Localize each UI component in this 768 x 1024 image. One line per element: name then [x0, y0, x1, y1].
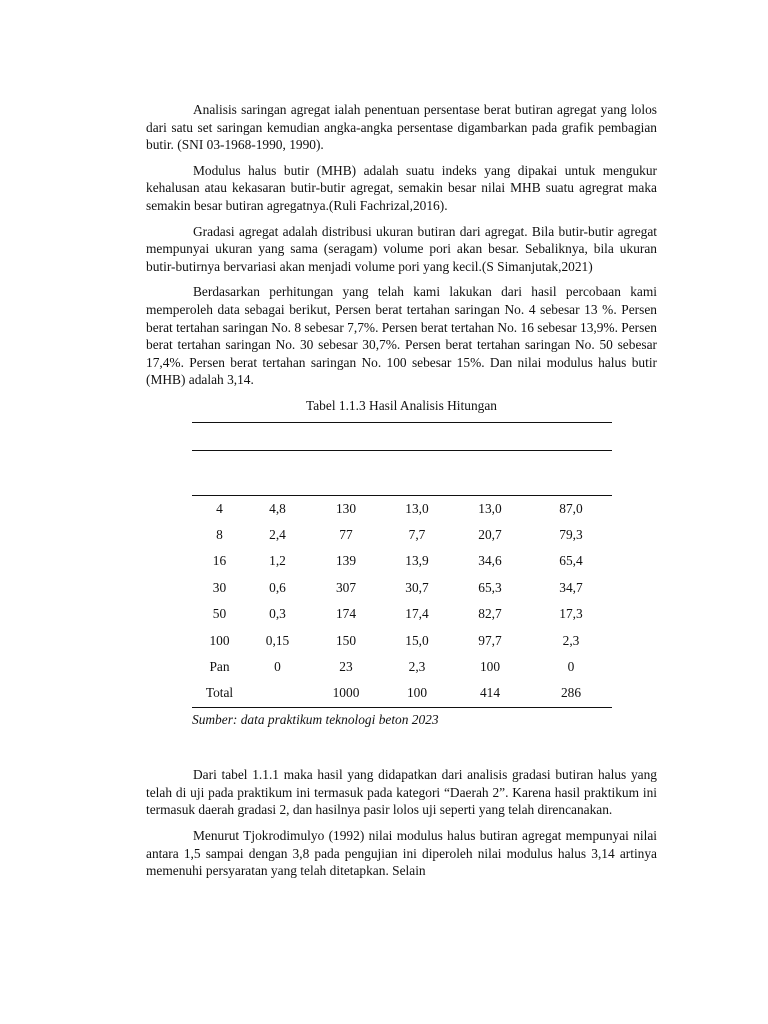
table-cell: 17,4	[405, 606, 429, 622]
table-cell: 414	[450, 680, 530, 707]
table-cell: 174	[335, 606, 357, 622]
paragraph-modulus-range: Menurut Tjokrodimulyo (1992) nilai modulus halus butiran agregat mempunyai nilai antara 1,5 sampai dengan 3,8 pada pengujian ini diperoleh nilai modulus halus 3,14 artinya memenuhi persyaratan yang telah ditetapkan. Selain	[146, 828, 657, 879]
table-cell: 30,7	[405, 579, 429, 595]
results-table	[192, 422, 612, 708]
table-cell: 307	[335, 579, 357, 595]
table-row	[192, 522, 612, 548]
table-cell: 0,3	[269, 606, 286, 622]
table-row-total	[192, 680, 612, 707]
paragraph-fineness-modulus: Modulus halus butir (MHB) adalah suatu indeks yang dipakai untuk mengukur kehalusan atau kekasaran butir-butir agregat, semakin besar nilai MHB suatu agregrat maka semakin besar butiran agregatnya.(Ruli Fachrizal,2016).	[146, 162, 657, 213]
table-source-note: Sumber: data praktikum teknologi beton 2023	[192, 711, 439, 727]
table-cell: 286	[530, 680, 612, 707]
paragraph-gradation-zone: Dari tabel 1.1.1 maka hasil yang didapatkan dari analisis gradasi butiran halus yang telah di uji pada praktikum ini termasuk pada kategori “Daerah 2”. Karena hasil praktikum ini termasuk daerah gradasi 2, dan hasilnya pasir lolos uji seperti yang telah direncanakan.	[146, 767, 657, 818]
table-cell: 0	[274, 659, 281, 675]
table-row	[192, 627, 612, 653]
table-cell: Total	[192, 680, 247, 707]
table-cell: 2,4	[269, 527, 286, 543]
results-table-wrapper	[192, 422, 612, 729]
table-cell: 65,4	[559, 553, 583, 569]
table-cell: 100	[384, 680, 450, 707]
table-cell: 150	[335, 632, 357, 648]
table-cell: 2,3	[562, 632, 580, 648]
table-cell: 82,7	[478, 606, 502, 622]
table-cell: 77	[339, 527, 353, 543]
table-row	[192, 654, 612, 680]
table-cell: 130	[335, 500, 357, 516]
table-cell: 34,7	[559, 579, 583, 595]
table-cell: 0	[567, 659, 575, 675]
table-cell: 16	[212, 553, 227, 569]
table-cell: 4	[216, 500, 223, 516]
table-cell: 0,6	[269, 579, 286, 595]
table-cell: 1000	[308, 680, 384, 707]
table-cell: 0,15	[265, 632, 290, 648]
table-cell: Pan	[209, 659, 230, 675]
paragraph-gradation: Gradasi agregat adalah distribusi ukuran butiran dari agregat. Bila butir-butir agregat mempunyai ukuran yang sama (seragam) volume pori akan besar. Sebaliknya, bila ukuran butir-butirnya bervariasi akan menjadi volume pori yang kecil.(S Simanjutak,2021)	[146, 223, 657, 274]
table-cell: 1,2	[269, 553, 286, 569]
paragraph-sieve-analysis: Analisis saringan agregat ialah penentuan persentase berat butiran agregat yang lolos dari satu set saringan kemudian angka-angka persentase digambarkan pada grafik pembagian butir. (SNI 03-1968-1990, 1990).	[146, 102, 657, 153]
table-caption: Tabel 1.1.3 Hasil Analisis Hitungan	[306, 397, 497, 413]
table-cell: 17,3	[559, 606, 583, 622]
table-row	[192, 495, 612, 522]
table-header-row-2	[192, 450, 612, 495]
table-cell: 4,8	[269, 500, 286, 516]
table-cell: 13,0	[478, 500, 502, 516]
table-row	[192, 575, 612, 601]
table-cell: 7,7	[408, 527, 426, 543]
table-cell: 20,7	[478, 527, 502, 543]
table-cell: 100	[209, 632, 230, 648]
table-cell: 100	[479, 659, 501, 675]
table-cell: 2,3	[408, 659, 426, 675]
table-cell: 87,0	[559, 500, 583, 516]
table-cell: 30	[212, 579, 227, 595]
table-row	[192, 548, 612, 574]
discussion-section	[146, 766, 657, 880]
table-header-row-1	[192, 422, 612, 450]
paragraph-results: Berdasarkan perhitungan yang telah kami lakukan dari hasil percobaan kami memperoleh data sebagai berikut, Persen berat tertahan saringan No. 4 sebesar 13 %. Persen berat tertahan saringan No. 8 sebesar 7,7%. Persen berat tertahan No. 16 sebesar 13,9%. Persen berat tertahan saringan No. 30 sebesar 30,7%. Persen berat tertahan saringan No. 50 sebesar 17,4%. Persen berat tertahan saringan No. 100 sebesar 15%. Dan nilai modulus halus butir (MHB) adalah 3,14.	[146, 284, 657, 388]
table-cell: 13,9	[405, 553, 429, 569]
table-cell	[247, 680, 308, 707]
table-row	[192, 601, 612, 627]
table-cell: 34,6	[478, 553, 502, 569]
table-cell: 8	[216, 527, 223, 543]
table-cell: 97,7	[478, 632, 502, 648]
table-cell: 50	[212, 606, 227, 622]
table-cell: 79,3	[559, 527, 583, 543]
document-page	[146, 101, 657, 888]
table-cell: 65,3	[478, 579, 502, 595]
table-cell: 15,0	[405, 632, 429, 648]
table-cell: 23	[339, 659, 353, 675]
table-cell: 139	[335, 553, 357, 569]
table-cell: 13,0	[405, 500, 429, 516]
